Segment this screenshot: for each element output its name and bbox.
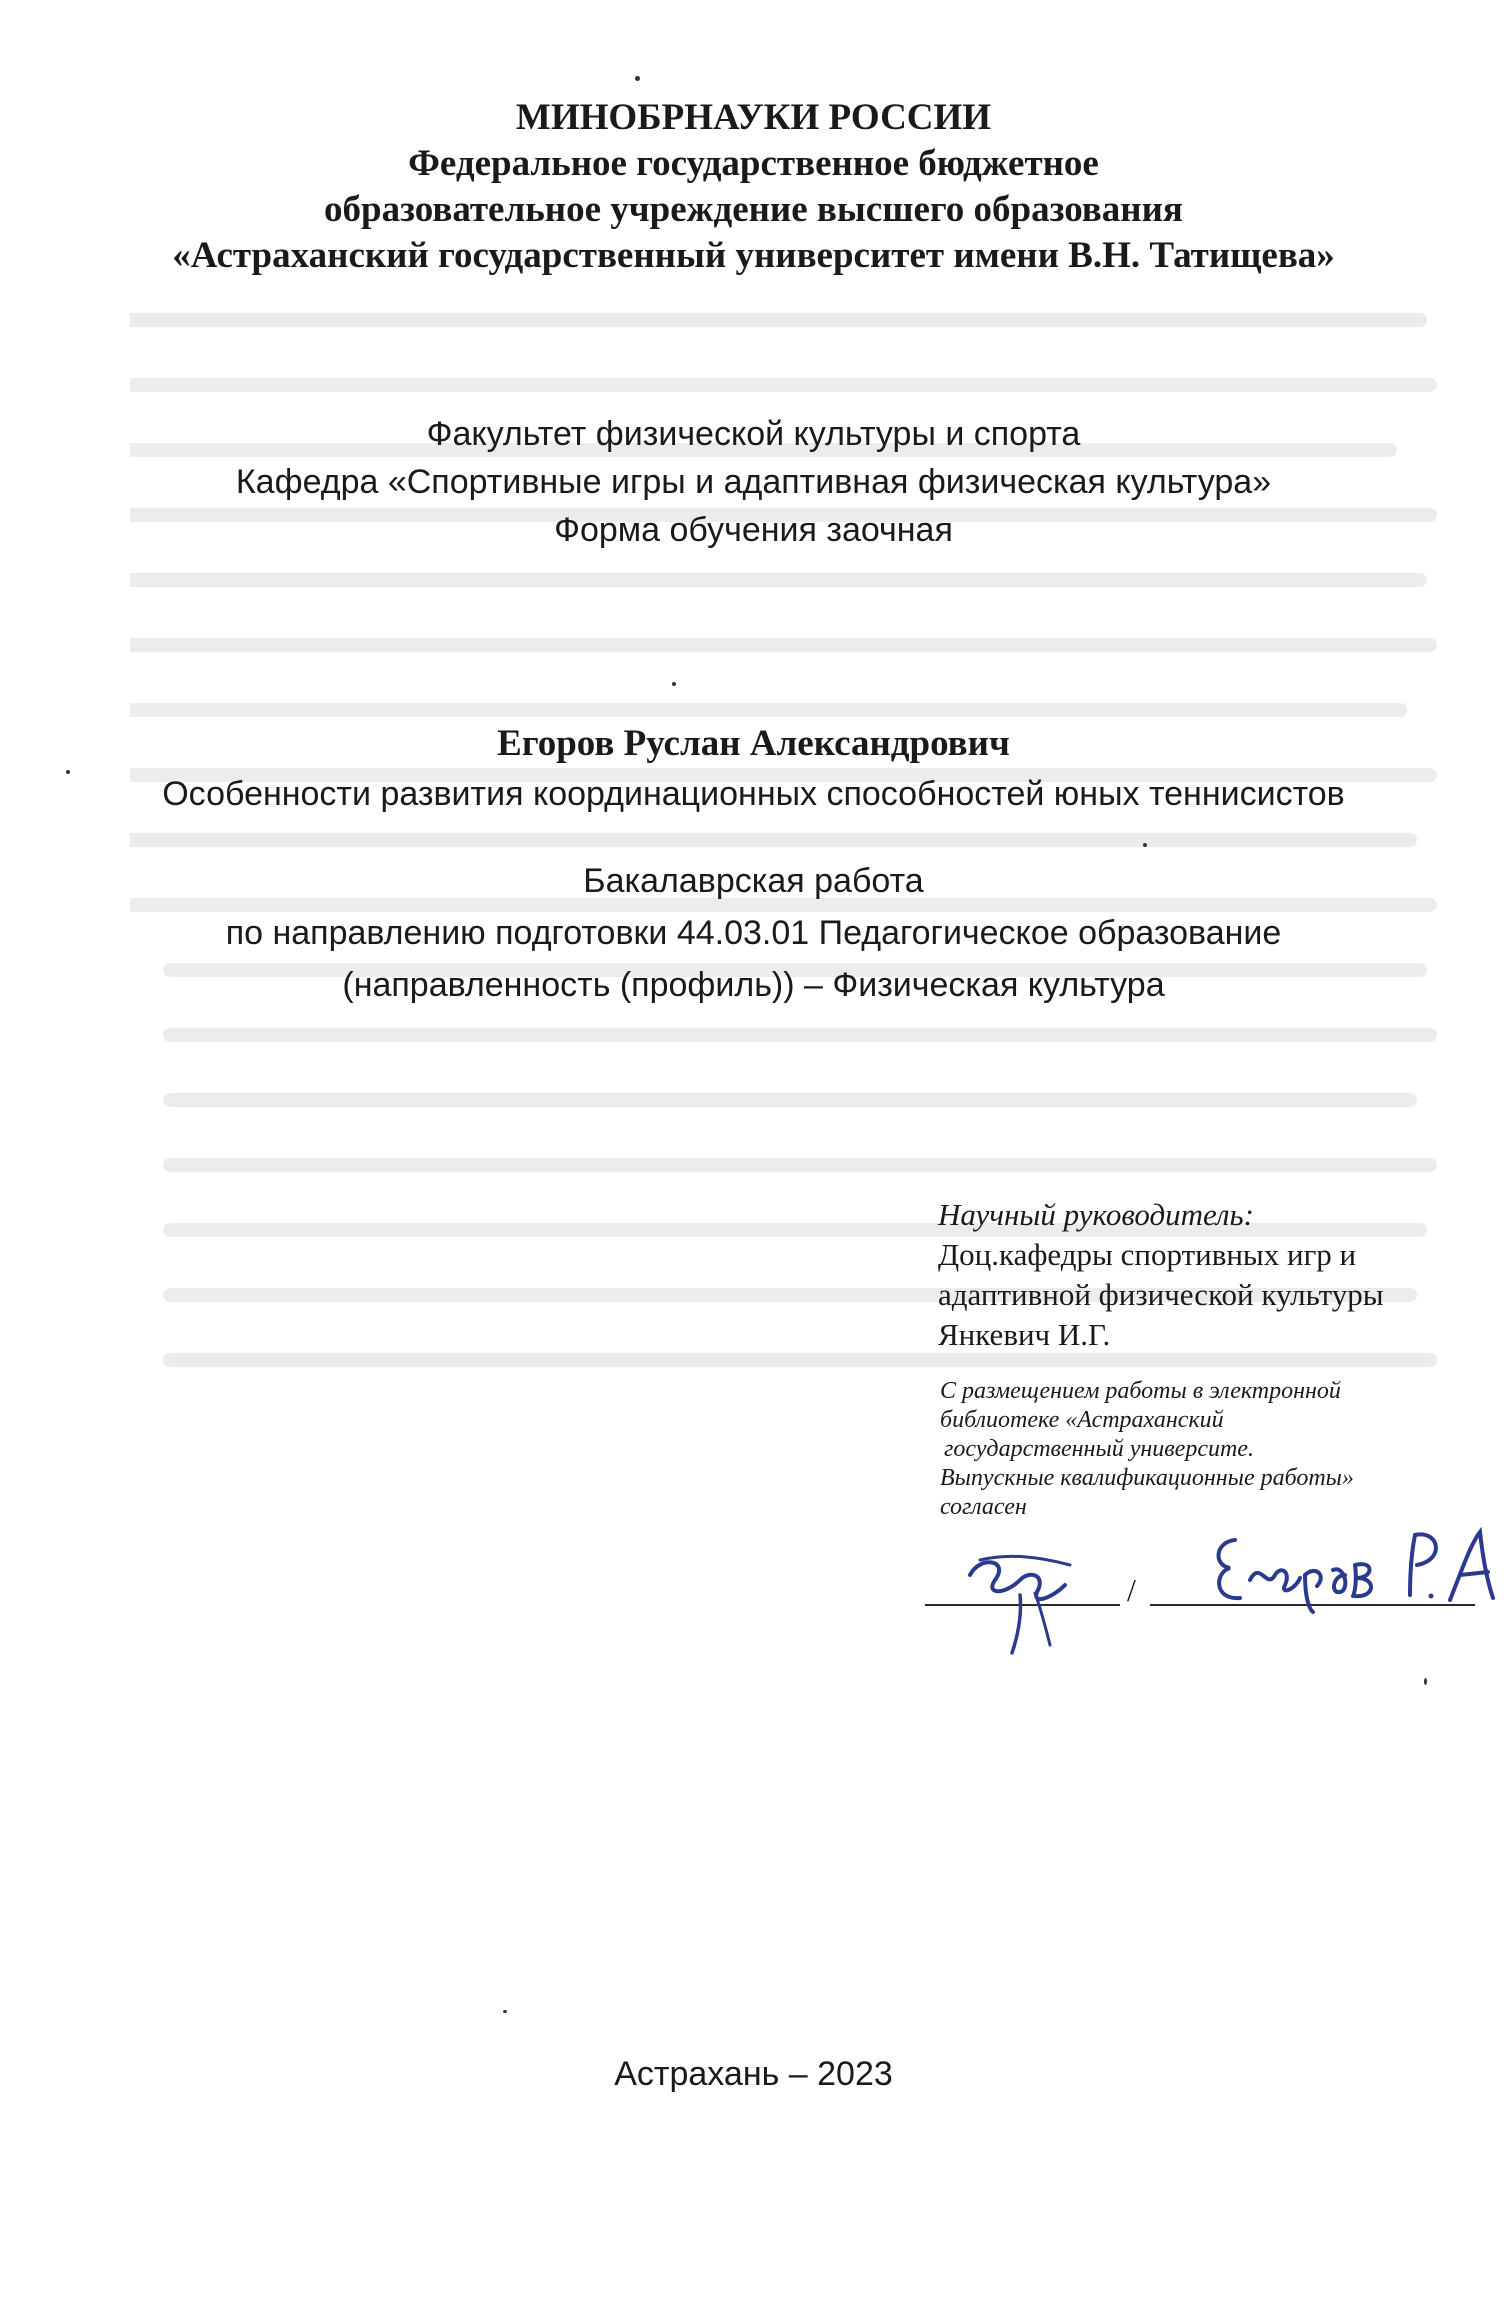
work-type-block xyxy=(0,855,1507,1011)
study-form: Форма обучения заочная xyxy=(554,511,953,549)
thesis-topic: Особенности развития координационных способностей юных теннисистов xyxy=(162,775,1345,813)
consent-line-3: государственный университе. xyxy=(944,1436,1254,1462)
city-year: Астрахань – 2023 xyxy=(614,2055,893,2093)
consent-line-1: С размещением работы в электронной xyxy=(940,1378,1341,1404)
supervisor-role: Научный руководитель: xyxy=(938,1197,1254,1232)
handwritten-name xyxy=(1205,1520,1495,1615)
consent-line-5: согласен xyxy=(940,1494,1027,1520)
scan-speck xyxy=(66,770,70,774)
supervisor-position-2: адаптивной физической культуры xyxy=(938,1277,1384,1312)
department-name: Кафедра «Спортивные игры и адаптивная физическая культура» xyxy=(235,463,1272,501)
institution-line-2: образовательное учреждение высшего образования xyxy=(324,189,1183,230)
handwritten-signature xyxy=(950,1535,1100,1660)
library-consent xyxy=(940,1377,1460,1522)
signature-separator: / xyxy=(1127,1572,1136,1608)
consent-line-4: Выпускные квалификационные работы» xyxy=(940,1465,1354,1491)
university-name: «Астраханский государственный университет имени В.Н. Татищева» xyxy=(172,235,1335,276)
work-type: Бакалаврская работа xyxy=(583,862,924,900)
author-name: Егоров Руслан Александрович xyxy=(497,723,1010,764)
supervisor-name: Янкевич И.Г. xyxy=(938,1317,1111,1352)
ministry-name: МИНОБРНАУКИ РОССИИ xyxy=(515,97,992,138)
scan-speck xyxy=(1424,1678,1427,1685)
scan-speck xyxy=(672,682,676,686)
scan-speck xyxy=(635,76,640,81)
institution-line-1: Федеральное государственное бюджетное xyxy=(408,143,1099,184)
supervisor-position-1: Доц.кафедры спортивных игр и xyxy=(938,1237,1357,1272)
faculty-name: Факультет физической культуры и спорта xyxy=(426,415,1081,453)
scan-speck xyxy=(1143,843,1147,847)
scan-speck xyxy=(503,2010,507,2013)
consent-line-2: библиотеке «Астраханский xyxy=(940,1407,1224,1433)
supervisor-block xyxy=(938,1195,1384,1355)
study-direction: по направлению подготовки 44.03.01 Педагогическое образование xyxy=(225,914,1282,952)
faculty-block xyxy=(0,410,1507,554)
study-profile: (направленность (профиль)) – Физическая культура xyxy=(342,966,1165,1004)
institution-header xyxy=(0,95,1507,279)
